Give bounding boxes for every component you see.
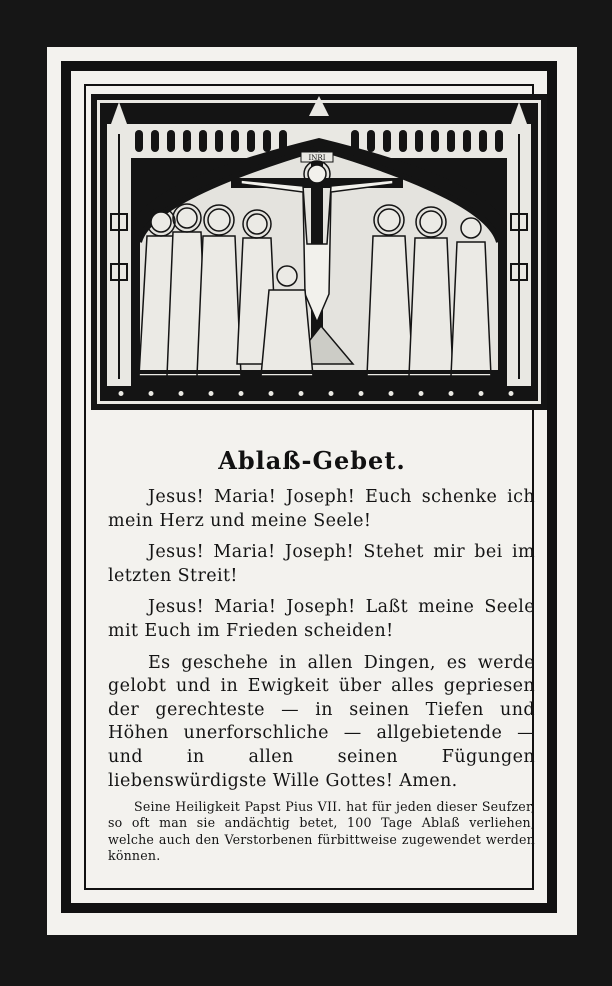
indulgence-note: Seine Heiligkeit Papst Pius VII. hat für jeden dieser Seufzer, so oft man sie andächtig betet, 100 Tage Ablaß verliehen, welche auch den Verstorbenen fürbittweise zugewendet werden können. [108, 799, 535, 863]
prayer-paragraph-2: Jesus! Maria! Joseph! Stehet mir bei im letzten Streit! [108, 542, 535, 586]
prayer-paragraph-3: Jesus! Maria! Joseph! Laßt meine Seele mit Euch im Frieden scheiden! [108, 597, 535, 641]
crucifixion-engraving [91, 94, 547, 410]
prayer-text [108, 486, 535, 864]
inri-inscription: INRI [308, 154, 326, 162]
prayer-paragraph-1: Jesus! Maria! Joseph! Euch schenke ich mein Herz und meine Seele! [108, 487, 535, 531]
prayer-card [47, 47, 577, 935]
prayer-title: Ablaß-Gebet. [218, 446, 406, 475]
prayer-paragraph-4: Es geschehe in allen Dingen, es werde gelobt und in Ewigkeit über alles gepriesen der gerechteste — in seinen Tiefen und Höhen unerforschliche — allgebietende — und in allen seinen Fügungen liebenswürdigste Wille Gottes! Amen. [108, 652, 535, 791]
